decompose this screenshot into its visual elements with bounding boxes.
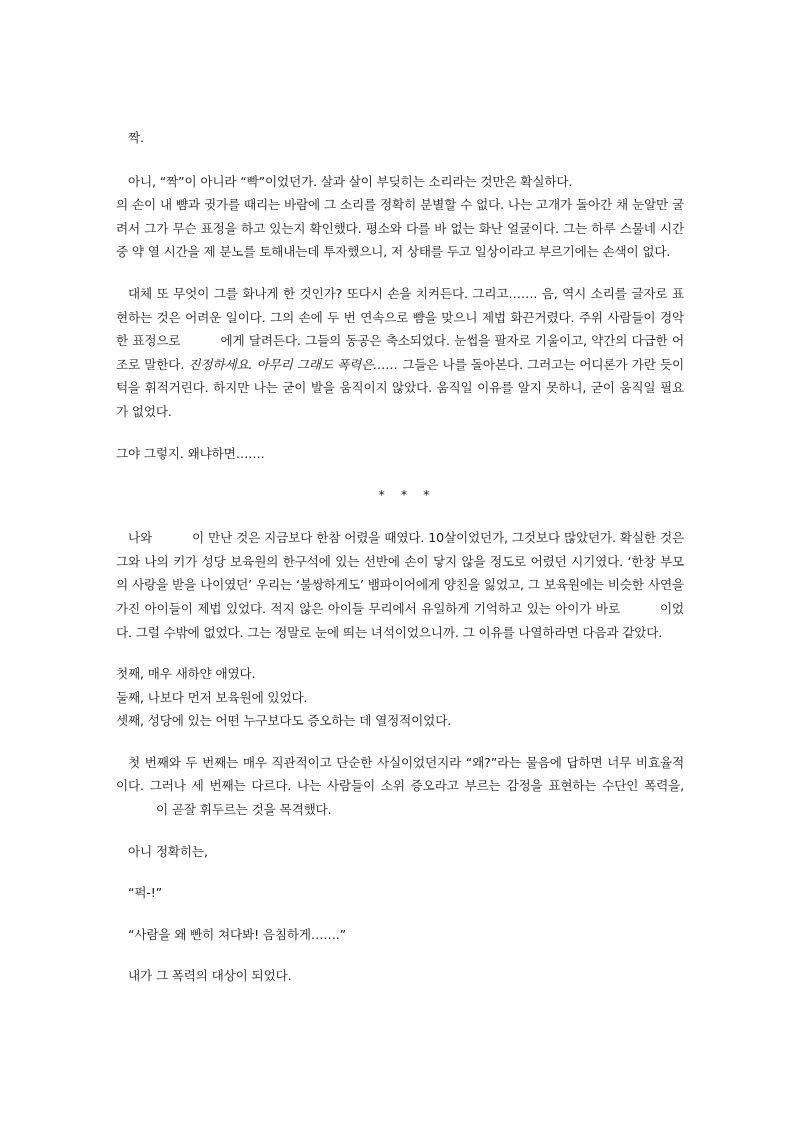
paragraph-4 (116, 442, 684, 466)
document-page (116, 126, 684, 1006)
paragraph-text: 첫 번째와 두 번째는 매우 직관적이고 단순한 사실이었던지라 “왜?”라는 물음에 답하면 너무 비효율적이다. 그러나 세 번째는 다르다. 나는 사람들이 소위 증오라고 부르는 감정을 표현하는 수단인 폭력을, (116, 754, 684, 794)
list-item: 첫째, 매우 새하얀 애였다. (116, 666, 256, 682)
paragraph-text: 내가 그 폭력의 대상이 되었다. (128, 968, 292, 984)
paragraph-10 (116, 964, 684, 988)
section-separator: * * * (378, 487, 436, 503)
paragraph-text: 그야 그렇지. 왜냐하면……. (116, 445, 265, 461)
italic-quote: 진정하세요. 아무리 그래도 폭력은…… (188, 356, 399, 372)
paragraph-text: 아니 정확히는, (128, 843, 208, 859)
list-item: 셋째, 성당에 있는 어떤 누구보다도 증오하는 데 열정적이었다. (116, 713, 452, 729)
paragraph-text: 대체 또 무엇이 그를 화나게 한 것인가? 또다시 손을 치켜든다. 그리고……. 음, 역시 소리를 글자로 표현하는 것은 어려운 일이다. 그의 손에 두 번 연속으로 뺨을 맞으니 제법 화끈거렸다. 주위 사람들이 경악한 표정으로 (116, 285, 684, 349)
paragraph-text: 의 손이 내 뺨과 귓가를 때리는 바람에 그 소리를 정확히 분별할 수 없다. 나는 고개가 돌아간 채 눈알만 굴려서 그가 무슨 표정을 하고 있는지 확인했다. 평소와 다를 바 없는 화난 얼굴이다. 그는 하루 스물네 시간 중 약 열 시간을 제 분노를 토해내는데 투자했으니, 저 상태를 두고 일상이라고 부르기에는 손색이 없다. (116, 197, 684, 260)
paragraph-text: 에게 달려든다. 그들의 동공은 축소되었다. 눈썹을 팔자로 기울이고, 약간의 다급한 어조로 말한다. (116, 333, 685, 372)
paragraph-1 (116, 126, 684, 150)
reason-list (116, 662, 684, 733)
paragraph-7 (116, 840, 684, 864)
paragraph-8 (116, 881, 684, 905)
list-item: 둘째, 나보다 먼저 보육원에 있었다. (116, 689, 308, 705)
paragraph-3 (116, 282, 684, 424)
paragraph-text: 짝. (128, 130, 144, 145)
paragraph-text: 이었다. 그럴 수밖에 없었다. 그는 정말로 눈에 띄는 녀석이었으니까. 그 이유를 나열하라면 다음과 같았다. (116, 600, 684, 640)
paragraph-text: 아니, “짝”이 아니라 “빡”이었던가. 살과 살이 부딪히는 소리라는 것만은 확실하다. (128, 173, 573, 189)
paragraph-text: 이 곧잘 휘두르는 것을 목격했다. (156, 802, 332, 818)
paragraph-9 (116, 923, 684, 947)
paragraph-5 (116, 526, 684, 644)
dialogue-line: “사람을 왜 빤히 쳐다봐! 음침하게…….” (128, 926, 347, 942)
paragraph-text: 나와 (128, 530, 153, 546)
paragraph-text: 그들은 나를 돌아본다. 그러고는 어디론가 가란 듯이 턱을 휘적거린다. 하지만 나는 굳이 발을 움직이지 않았다. 움직일 이유를 알지 못하니, 굳이 움직일 필요가 없었다. (116, 356, 684, 419)
dialogue-line: “퍽-!” (128, 885, 163, 901)
paragraph-2 (116, 170, 684, 264)
paragraph-text: 이 만난 것은 지금보다 한참 어렸을 때였다. 10살이었던가, 그것보다 많았던가. 확실한 것은 그와 나의 키가 성당 보육원의 한구석에 있는 선반에 손이 닿지 않을 정도로 어렸던 시기였다. ‘한창 부모의 사랑을 받을 나이였던’ 우리는 ‘불쌍하게도’ 뱀파이어에게 양친을 잃었고, 그 보육원에는 비슷한 사연을 가진 아이들이 제법 있었다. 적지 않은 아이들 무리에서 유일하게 기억하고 있는 아이가 바로 (116, 530, 684, 616)
paragraph-6 (116, 751, 684, 822)
